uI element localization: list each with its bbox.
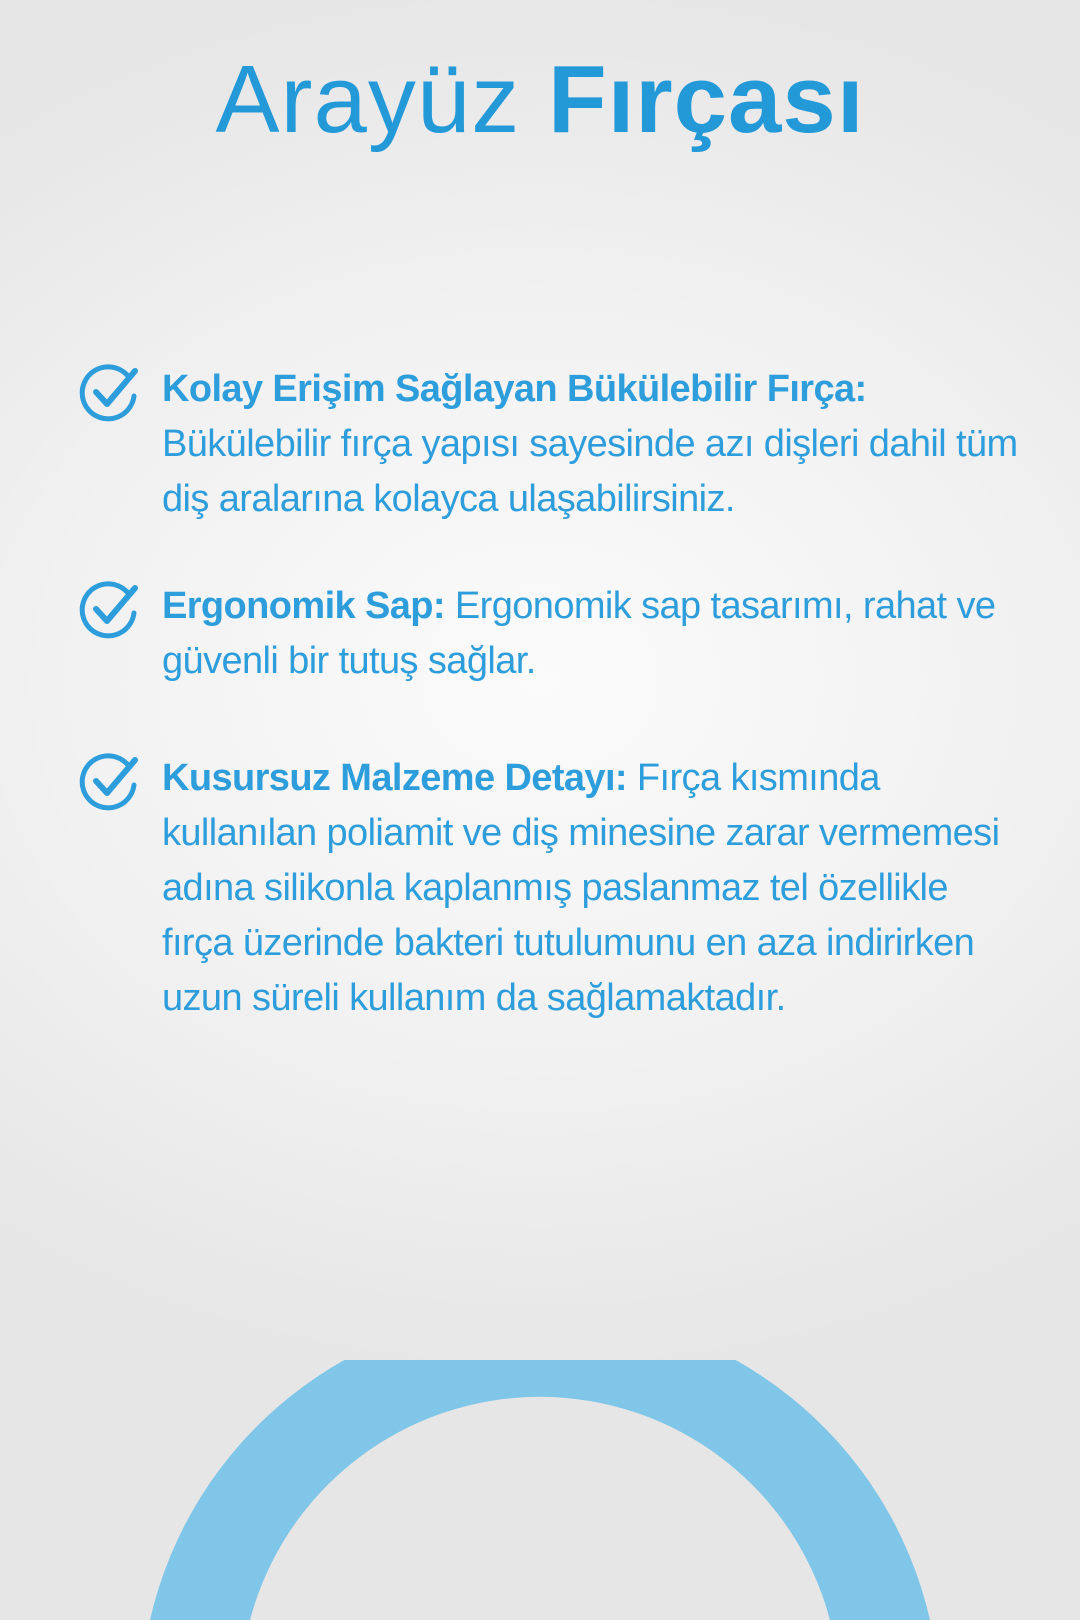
- check-circle-icon: [78, 579, 142, 643]
- page-title: [0, 40, 1080, 160]
- check-circle-icon: [78, 362, 142, 426]
- feature-text: [162, 362, 1028, 527]
- feature-heading: Kusursuz Malzeme Detayı:: [162, 757, 627, 799]
- feature-body: Bükülebilir fırça yapısı sayesinde azı dişleri dahil tüm diş aralarına kolayca ulaşabilirsiniz.: [162, 423, 1018, 520]
- feature-text: [162, 579, 1028, 689]
- feature-body: Fırça kısmında kullanılan poliamit ve diş minesine zarar vermemesi adına silikonla kaplanmış paslanmaz tel özellikle fırça üzerinde bakteri tutulumunu en aza indirirken uzun süreli kullanım da sağlamaktadır.: [162, 757, 1000, 1019]
- feature-heading: Kolay Erişim Sağlayan Bükülebilir Fırça:: [162, 368, 867, 410]
- feature-heading: Ergonomik Sap:: [162, 585, 445, 627]
- check-circle-icon: [78, 751, 142, 815]
- decorative-arc: [0, 1360, 1080, 1620]
- title-light: Arayüz: [215, 46, 521, 153]
- title-bold: Fırçası: [547, 46, 865, 153]
- feature-list: [78, 362, 1028, 1084]
- feature-item: [78, 579, 1028, 689]
- feature-item: [78, 751, 1028, 1026]
- feature-item: [78, 362, 1028, 527]
- feature-body: Ergonomik sap tasarımı, rahat ve güvenli bir tutuş sağlar.: [162, 585, 996, 682]
- feature-text: [162, 751, 1028, 1026]
